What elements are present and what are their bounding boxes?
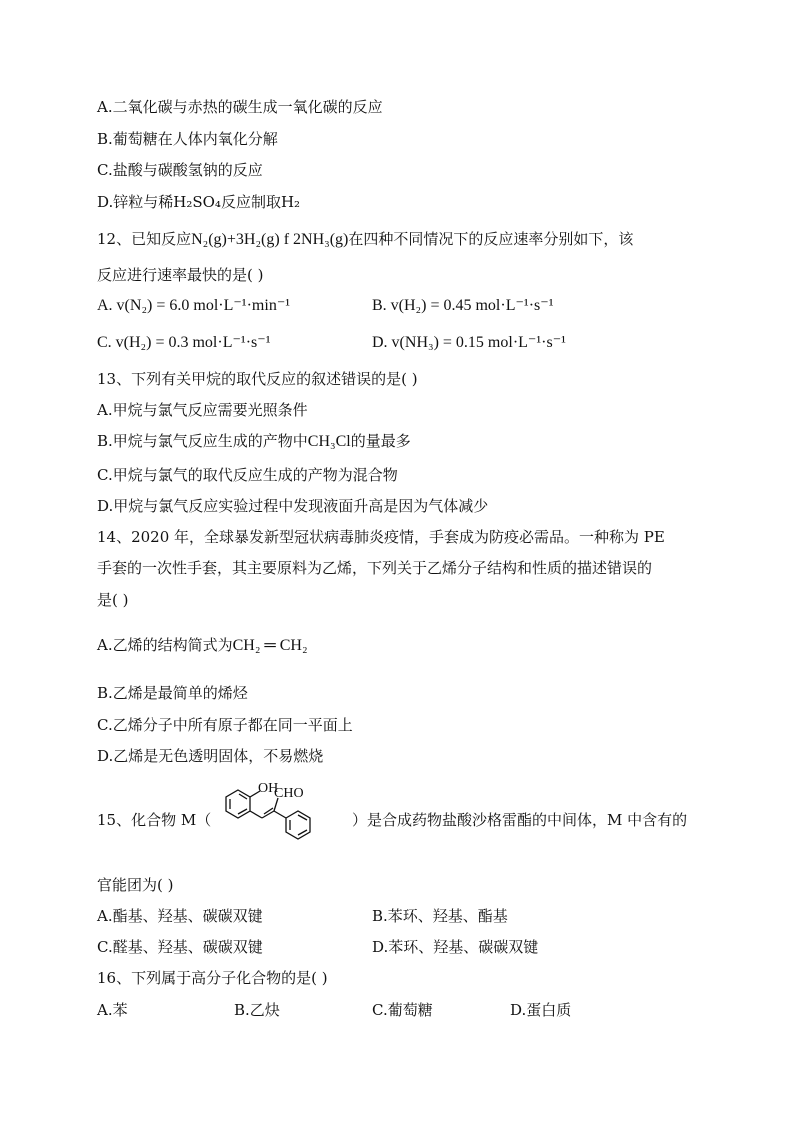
q14-stem-line1: 14、2020 年，全球暴发新型冠状病毒肺炎疫情，手套成为防疫必需品。一种称为 PE: [97, 528, 665, 546]
q15-option-b: B.苯环、羟基、酯基: [372, 907, 508, 925]
label-cho: CHO: [274, 786, 304, 801]
label-oh: OH: [258, 781, 279, 796]
q13-stem: 13、下列有关甲烷的取代反应的叙述错误的是( ): [97, 370, 418, 388]
q12-option-d: D. v(NH₃) = 0.15 mol·L⁻¹·s⁻¹: [372, 334, 566, 351]
q13-option-b-formula: CH₃Cl: [307, 433, 351, 450]
q12-option-a: A. v(N₂) = 6.0 mol·L⁻¹·min⁻¹: [97, 297, 291, 314]
q14-option-a-pre: A.乙烯的结构简式为: [97, 636, 233, 654]
q12-option-c: C. v(H₂) = 0.3 mol·L⁻¹·s⁻¹: [97, 334, 271, 351]
q12-option-b: B. v(H₂) = 0.45 mol·L⁻¹·s⁻¹: [372, 297, 554, 314]
q12-stem-post: 在四种不同情况下的反应速率分别如下，该: [348, 230, 634, 248]
q11-option-c: C.盐酸与碳酸氢钠的反应: [97, 161, 263, 179]
q13-option-b: [97, 431, 411, 452]
q14-stem-line3: 是( ): [97, 591, 129, 609]
q11-option-a: A.二氧化碳与赤热的碳生成一氧化碳的反应: [97, 98, 383, 116]
q12-equation: N₂(g)+3H₂(g) f 2NH₃(g): [191, 231, 349, 248]
q14-option-a-formula: CH₂ ═ CH₂: [232, 637, 308, 654]
q14-stem-line2: 手套的一次性手套，其主要原料为乙烯，下列关于乙烯分子结构和性质的描述错误的: [97, 559, 653, 577]
q12-stem-line2: 反应进行速率最快的是( ): [97, 266, 264, 284]
compound-m-structure: [212, 780, 350, 862]
q15-stem-post: ）是合成药物盐酸沙格雷酯的中间体，M 中含有的: [352, 811, 688, 829]
q14-option-d: D.乙烯是无色透明固体，不易燃烧: [97, 747, 324, 765]
q13-option-b-post: 的量最多: [350, 432, 411, 450]
q11-option-b: B.葡萄糖在人体内氧化分解: [97, 130, 278, 148]
q14-option-b: B.乙烯是最简单的烯烃: [97, 684, 248, 702]
q16-option-d: D.蛋白质: [510, 1001, 572, 1019]
q12-stem-pre: 12、已知反应: [97, 230, 192, 248]
q13-option-d: D.甲烷与氯气反应实验过程中发现液面升高是因为气体减少: [97, 497, 489, 515]
q15-stem-line2: 官能团为( ): [97, 876, 174, 894]
q12-stem: [97, 229, 633, 250]
q16-option-c: C.葡萄糖: [372, 1001, 433, 1019]
q15-option-d: D.苯环、羟基、碳碳双键: [372, 938, 539, 956]
q15-option-a: A.酯基、羟基、碳碳双键: [97, 907, 263, 925]
q16-option-b: B.乙炔: [234, 1001, 280, 1019]
q13-option-c: C.甲烷与氯气的取代反应生成的产物为混合物: [97, 466, 398, 484]
q15-stem-pre: 15、化合物 M（: [97, 811, 212, 829]
q15-option-c: C.醛基、羟基、碳碳双键: [97, 938, 263, 956]
q14-option-a: [97, 635, 308, 656]
q16-stem: 16、下列属于高分子化合物的是( ): [97, 969, 328, 987]
q13-option-b-pre: B.甲烷与氯气反应生成的产物中: [97, 432, 308, 450]
q11-option-d: D.锌粒与稀H₂SO₄反应制取H₂: [97, 193, 301, 211]
q16-option-a: A.苯: [97, 1001, 128, 1019]
q13-option-a: A.甲烷与氯气反应需要光照条件: [97, 401, 308, 419]
q14-option-c: C.乙烯分子中所有原子都在同一平面上: [97, 716, 353, 734]
